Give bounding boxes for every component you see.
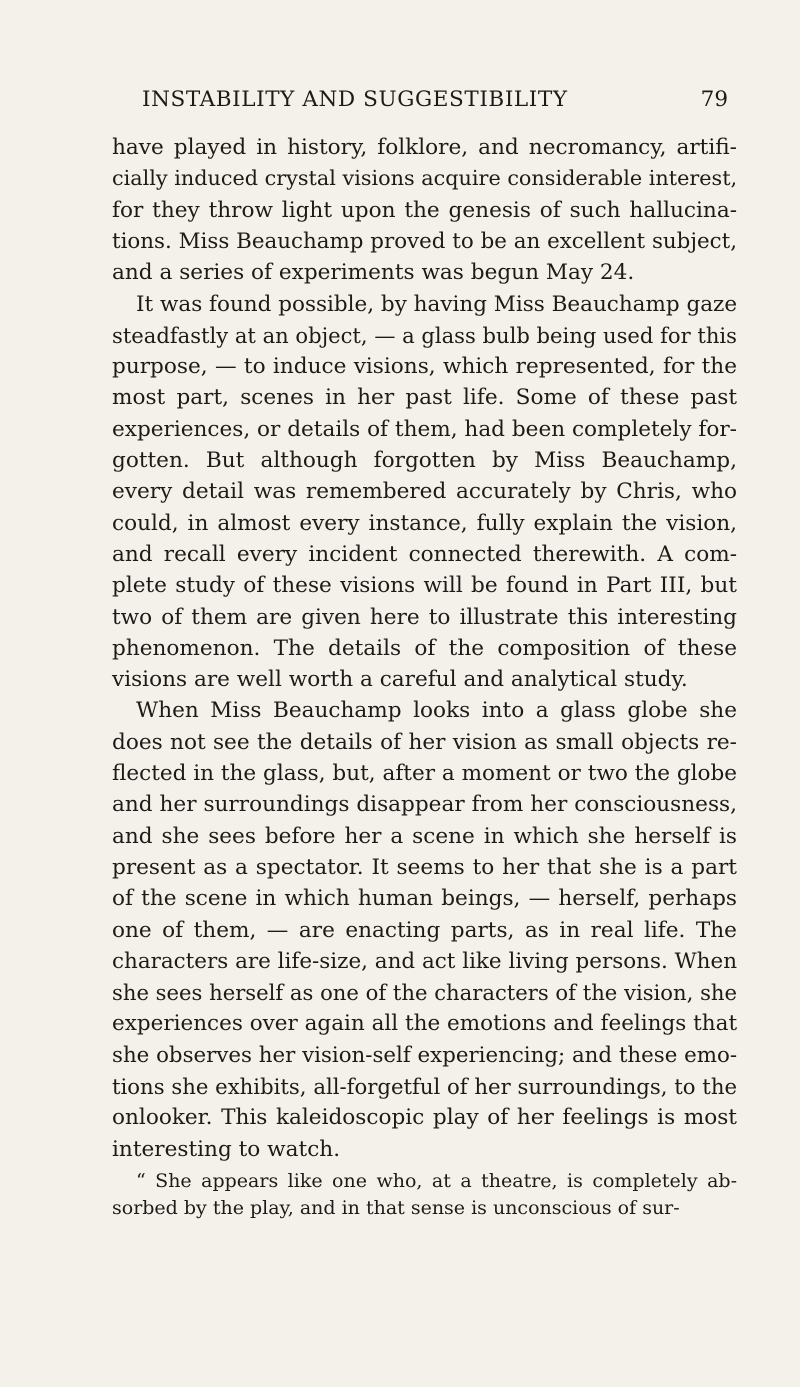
chapter-running-title: INSTABILITY AND SUGGESTIBILITY (142, 87, 568, 112)
text-line: one of them, — are enacting parts, as in real life. The (112, 917, 737, 943)
text-line: “ She appears like one who, at a theatre, is completely ab- (136, 1169, 737, 1192)
text-line: two of them are given here to illustrate this interesting (112, 604, 738, 630)
text-line: sorbed by the play, and in that sense is unconscious of sur- (112, 1197, 680, 1219)
text-line: could, in almost every instance, fully explain the vision, (112, 510, 738, 536)
text-line: interesting to watch. (112, 1136, 341, 1162)
text-line: flected in the glass, but, after a moment or two the globe (112, 761, 738, 786)
text-line: of the scene in which human beings, — herself, perhaps (112, 886, 737, 912)
text-line: visions are well worth a careful and analytical study. (112, 667, 688, 693)
text-line: and she sees before her a scene in which she herself is (112, 823, 738, 849)
text-line: tions she exhibits, all-forgetful of her surroundings, to the (112, 1074, 737, 1099)
text-line: for they throw light upon the genesis of such hallucina- (112, 197, 738, 223)
text-line: purpose, — to induce visions, which represented, for the (112, 354, 737, 380)
text-line: experiences over again all the emotions and feelings that (112, 1011, 738, 1037)
text-line: tions. Miss Beauchamp proved to be an excellent subject, (112, 228, 737, 254)
text-line: most part, scenes in her past life. Some of these past (112, 385, 738, 411)
text-line: she observes her vision-self experiencing; and these emo- (112, 1042, 738, 1068)
text-line: and a series of experiments was begun May 24. (112, 260, 635, 286)
text-line: present as a spectator. It seems to her that she is a part (112, 854, 737, 880)
text-line: plete study of these visions will be found in Part III, but (112, 573, 737, 599)
text-line: and her surroundings disappear from her consciousness, (112, 792, 737, 818)
text-line: does not see the details of her vision as small objects re- (112, 729, 737, 755)
text-line: It was found possible, by having Miss Beauchamp gaze (136, 291, 738, 317)
text-line: When Miss Beauchamp looks into a glass globe she (136, 698, 737, 724)
page-number: 79 (700, 87, 728, 112)
text-line: and recall every incident connected therewith. A com- (112, 541, 738, 567)
text-line: onlooker. This kaleidoscopic play of her feelings is most (112, 1105, 737, 1131)
text-line: have played in history, folklore, and necromancy, artifi- (112, 135, 737, 160)
text-line: characters are life-size, and act like living persons. When (112, 948, 738, 974)
running-header (112, 88, 800, 120)
text-line: experiences, or details of them, had been completely for- (112, 416, 737, 442)
text-line: phenomenon. The details of the composition of these (112, 635, 737, 661)
text-line: cially induced crystal visions acquire considerable interest, (112, 166, 738, 191)
text-line: steadfastly at an object, — a glass bulb being used for this (112, 322, 737, 348)
text-line: gotten. But although forgotten by Miss Beauchamp, (112, 448, 737, 473)
text-line: she sees herself as one of the characters of the vision, she (112, 980, 738, 1006)
text-line: every detail was remembered accurately by Chris, who (112, 479, 737, 505)
